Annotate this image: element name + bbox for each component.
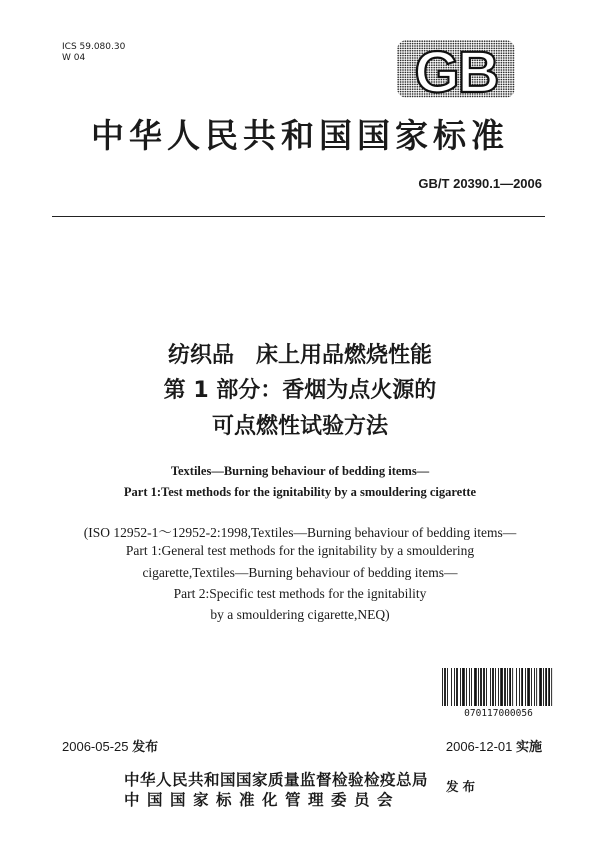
issue-label: 发布 xyxy=(132,740,159,755)
barcode-bar xyxy=(527,668,530,706)
barcode-bar xyxy=(519,668,520,706)
iso-reference-line-2: Part 1:General test methods for the ignitability by a smouldering xyxy=(125,543,475,558)
barcode-bar xyxy=(539,668,542,706)
publish-label: 发布 xyxy=(446,779,480,794)
barcode-bar xyxy=(471,668,472,706)
barcode-bar xyxy=(495,668,496,706)
barcode-bar xyxy=(509,668,511,706)
barcode-bar xyxy=(498,668,499,706)
barcode-bar xyxy=(447,668,448,706)
barcode-bar xyxy=(543,668,544,706)
barcode-bar xyxy=(500,668,503,706)
standard-code: GB/T 20390.1—2006 xyxy=(418,176,542,191)
issue-date-block xyxy=(62,736,158,755)
chinese-title-line-1: 纺织品 床上用品燃烧性能 xyxy=(167,343,432,368)
barcode-bar xyxy=(490,668,491,706)
barcode-number: 070117000056 xyxy=(464,708,533,719)
barcode-bar xyxy=(483,668,485,706)
iso-reference-line-5: by a smouldering cigarette,NEQ) xyxy=(210,607,390,622)
barcode xyxy=(441,668,556,706)
english-title-line-1: Textiles—Burning behaviour of bedding items— xyxy=(170,464,430,478)
ccs-line-2: W 04 xyxy=(62,53,86,63)
barcode-bar xyxy=(512,668,513,706)
barcode-bar xyxy=(504,668,506,706)
english-title-line-2: Part 1:Test methods for the ignitability by a smouldering cigarette xyxy=(123,485,477,499)
barcode-bar xyxy=(451,668,452,706)
gb-logo xyxy=(397,40,515,98)
barcode-bar xyxy=(516,668,517,706)
issue-date: 2006-05-25 xyxy=(62,739,129,754)
barcode-bar xyxy=(545,668,547,706)
barcode-bar xyxy=(474,668,477,706)
barcode-bar xyxy=(444,668,446,706)
barcode-bar xyxy=(531,668,532,706)
barcode-bar xyxy=(534,668,535,706)
barcode-bar xyxy=(486,668,487,706)
barcode-bar xyxy=(456,668,458,706)
chinese-title-line-2: 第 1 部分：香烟为点火源的 xyxy=(163,378,437,403)
barcode-bar xyxy=(521,668,523,706)
implementation-date: 2006-12-01 xyxy=(445,739,513,754)
barcode-bar xyxy=(460,668,461,706)
barcode-bar xyxy=(551,668,552,706)
gb-logo-text: GB xyxy=(414,40,498,98)
iso-reference-line-1: (ISO 12952-1～12952-2:1998,Textiles—Burning behaviour of bedding items— xyxy=(83,525,517,540)
barcode-bar xyxy=(478,668,479,706)
iso-reference-line-4: Part 2:Specific test methods for the ignitability xyxy=(173,586,427,601)
barcode-bar xyxy=(469,668,470,706)
barcode-bar xyxy=(536,668,537,706)
barcode-bar xyxy=(462,668,465,706)
barcode-bar xyxy=(525,668,526,706)
publisher-line-2: 中国国家标准化管理委员会 xyxy=(124,790,401,809)
publisher-line-1: 中华人民共和国国家质量监督检验检疫总局 xyxy=(124,770,429,789)
barcode-bar xyxy=(548,668,550,706)
implementation-date-block xyxy=(446,736,542,755)
barcode-bar xyxy=(442,668,443,706)
national-standard-title: 中华人民共和国国家标准 xyxy=(91,116,509,155)
barcode-bar xyxy=(492,668,494,706)
header-divider xyxy=(52,216,545,217)
barcode-bar xyxy=(507,668,508,706)
barcode-bar xyxy=(466,668,467,706)
barcode-bar xyxy=(454,668,455,706)
implementation-label: 实施 xyxy=(515,740,542,755)
ics-code xyxy=(62,42,125,64)
chinese-title-line-3: 可点燃性试验方法 xyxy=(211,414,388,439)
ics-line-1: ICS 59.080.30 xyxy=(62,42,126,52)
iso-reference-line-3: cigarette,Textiles—Burning behaviour of bedding items— xyxy=(142,565,458,580)
barcode-bar xyxy=(480,668,482,706)
